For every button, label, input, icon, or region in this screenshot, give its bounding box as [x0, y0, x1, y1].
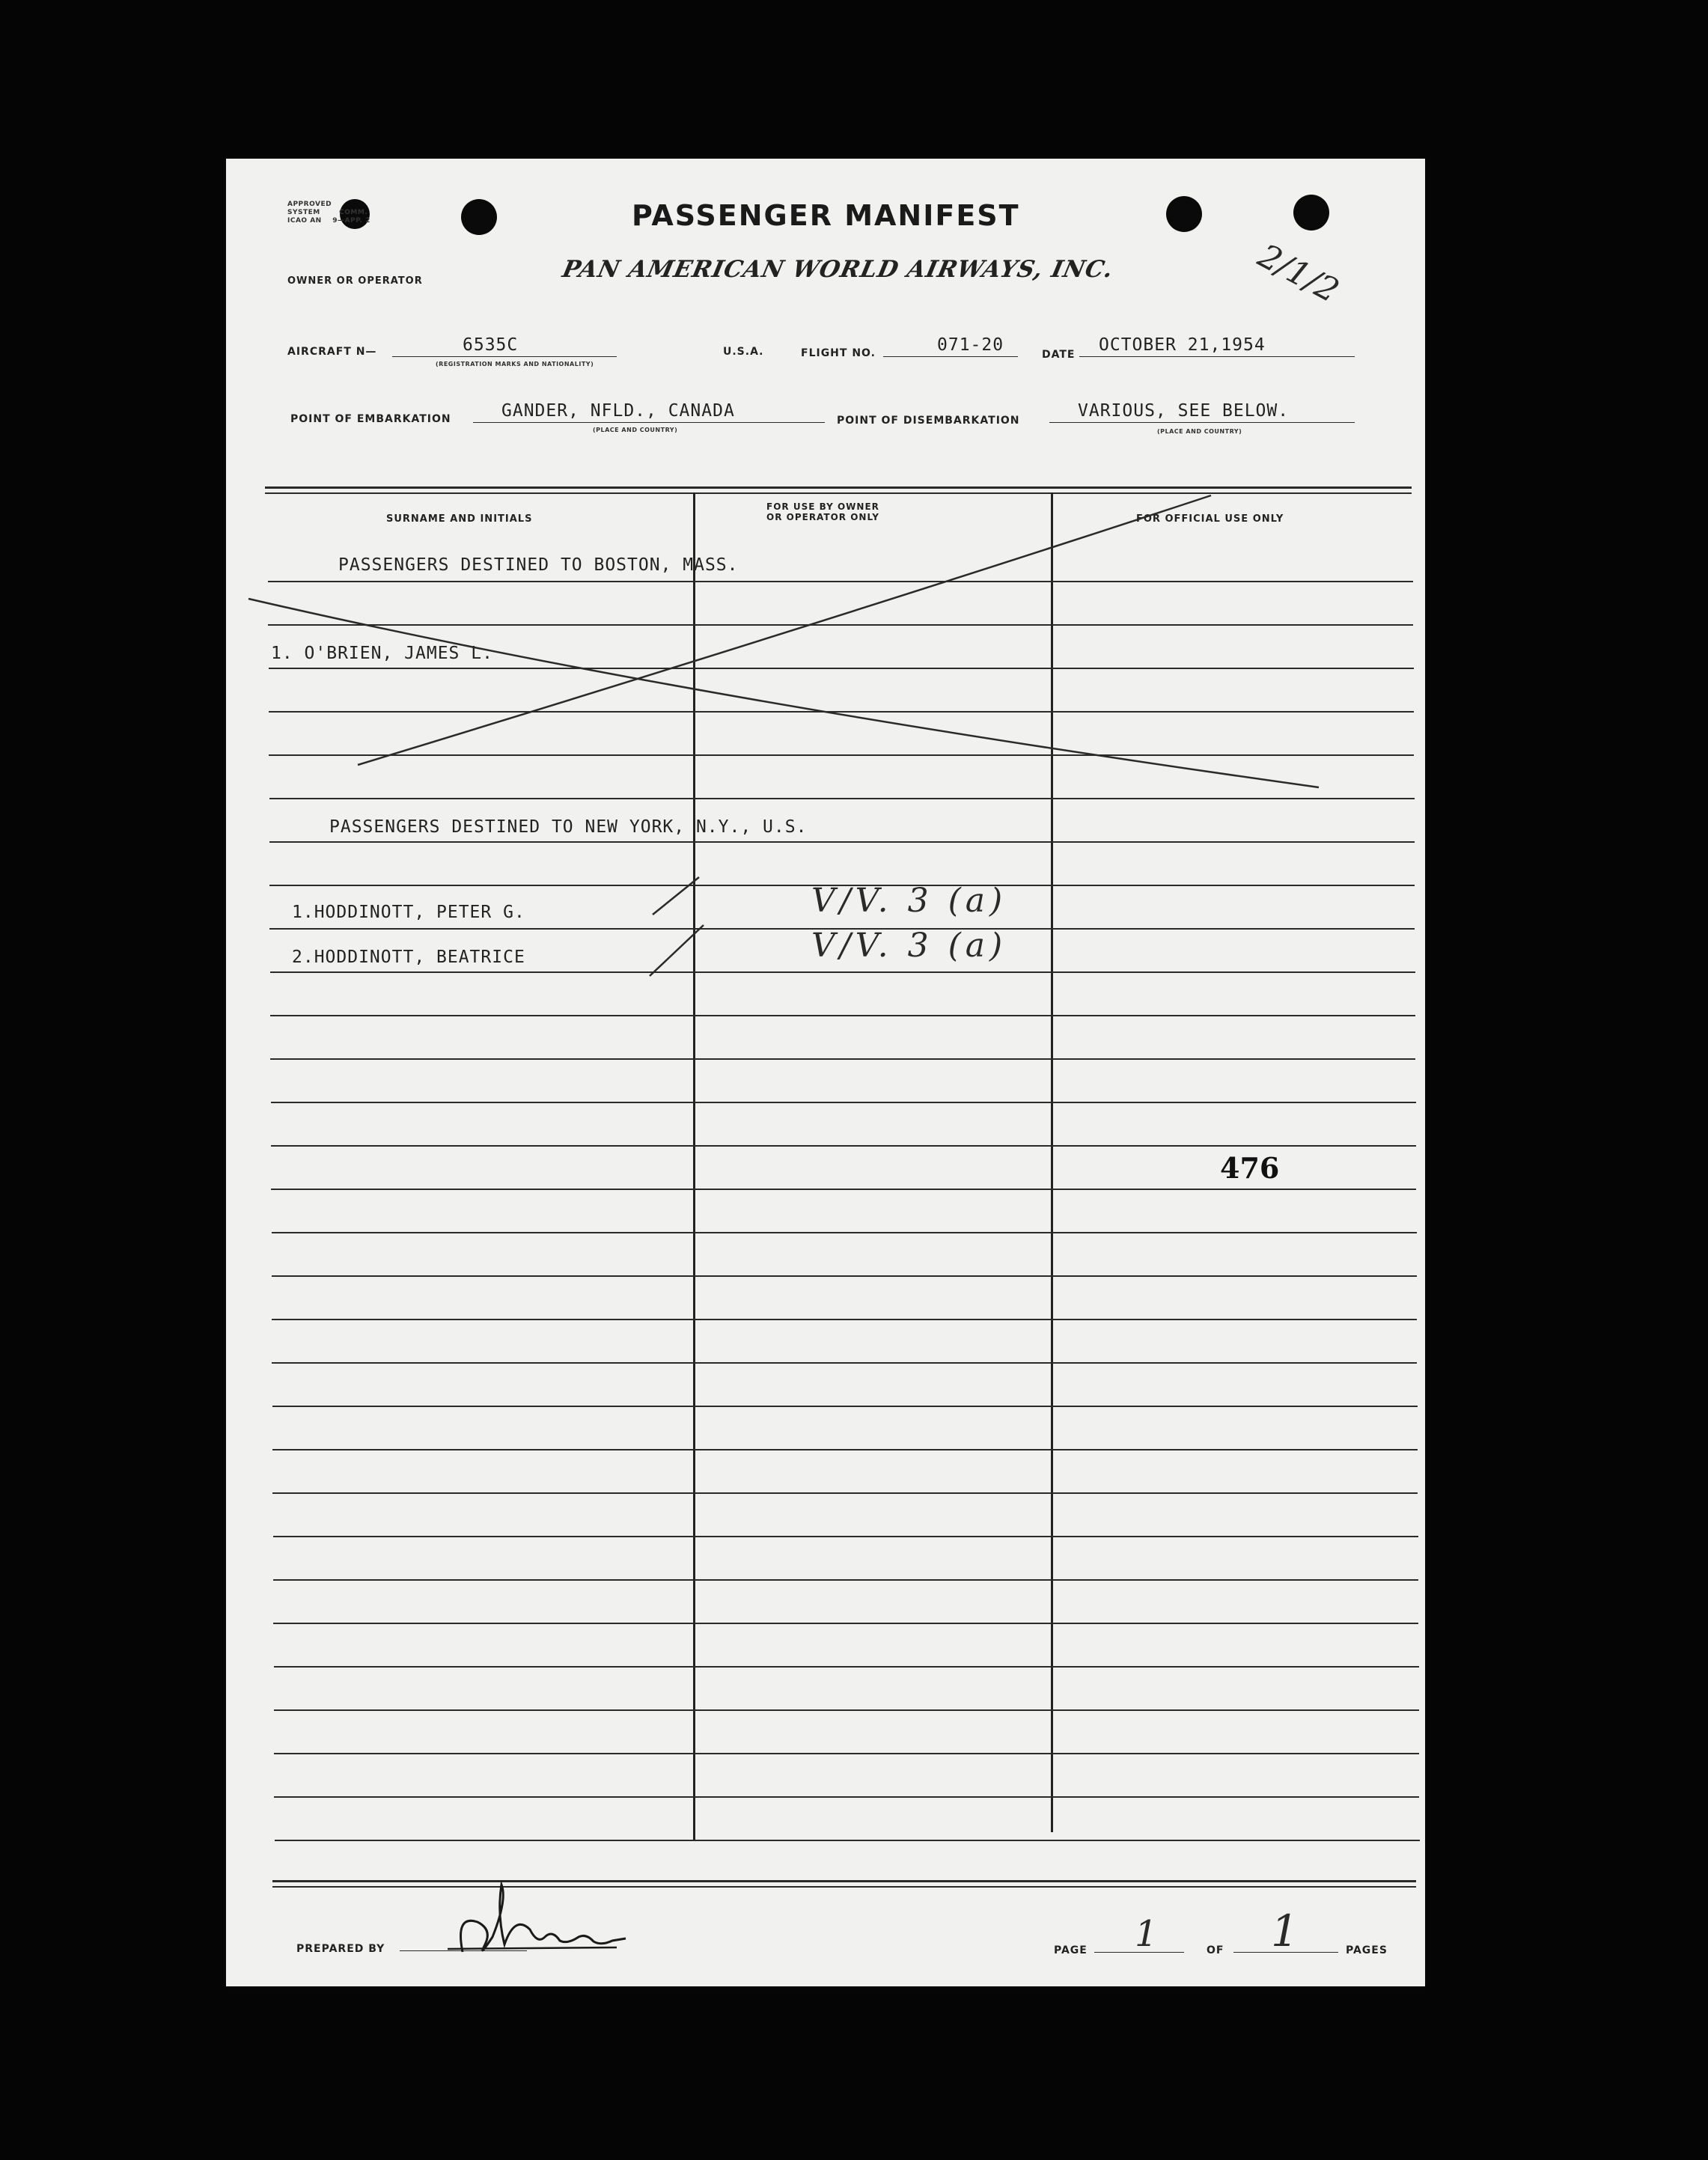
date-value: OCTOBER 21,1954 — [1099, 335, 1266, 355]
manifest-sheet — [226, 159, 1425, 1986]
place-caption-embarkation: (PLACE AND COUNTRY) — [593, 427, 678, 433]
ruled-line — [274, 1796, 1419, 1798]
of-label: OF — [1207, 1944, 1224, 1956]
ruled-line — [272, 1406, 1418, 1407]
ruled-line — [269, 841, 1415, 843]
ruled-line — [271, 1102, 1416, 1103]
passenger-row: 1.HODDINOTT, PETER G. — [292, 903, 525, 922]
flight-label: FLIGHT NO. — [801, 347, 876, 359]
handwritten-note: V/V. 3 (a) — [811, 927, 1007, 965]
aircraft-label: AIRCRAFT N— — [287, 346, 377, 358]
page-label: PAGE — [1054, 1944, 1088, 1956]
ruled-line — [270, 971, 1415, 973]
aircraft-value: 6535C — [463, 335, 519, 355]
official-number-stamp: 476 — [1220, 1151, 1280, 1185]
column-header-owner: FOR USE BY OWNER OR OPERATOR ONLY — [766, 501, 879, 522]
corner-handwritten-note: 2/1/2 — [1251, 237, 1345, 311]
group-heading-boston: PASSENGERS DESTINED TO BOSTON, MASS. — [338, 555, 739, 575]
company-name: PAN AMERICAN WORLD AIRWAYS, INC. — [560, 256, 1116, 283]
ruled-line — [274, 1666, 1419, 1668]
ruled-line — [273, 1536, 1418, 1537]
flight-value: 071-20 — [937, 335, 1004, 355]
passenger-row: 2.HODDINOTT, BEATRICE — [292, 948, 525, 967]
of-value: 1 — [1271, 1906, 1299, 1956]
embarkation-value: GANDER, NFLD., CANADA — [501, 401, 735, 421]
owner-label: OWNER OR OPERATOR — [287, 275, 423, 287]
signature — [433, 1870, 642, 1967]
disembarkation-label: POINT OF DISEMBARKATION — [837, 415, 1020, 427]
column-header-names: SURNAME AND INITIALS — [386, 513, 533, 525]
usa-label: U.S.A. — [723, 346, 764, 358]
approval-stamp: APPROVED SYSTEM COMM. ICAO AN 9—APP. 2 — [287, 201, 370, 225]
place-caption-disembarkation: (PLACE AND COUNTRY) — [1157, 428, 1242, 435]
column-header-official: FOR OFFICIAL USE ONLY — [1136, 513, 1284, 525]
ruled-line — [272, 1319, 1417, 1320]
ruled-line — [271, 1189, 1416, 1190]
ruled-line — [270, 1058, 1415, 1060]
disembarkation-value: VARIOUS, SEE BELOW. — [1078, 401, 1290, 421]
registration-caption: (REGISTRATION MARKS AND NATIONALITY) — [436, 361, 594, 367]
ruled-line — [272, 1492, 1418, 1494]
ruled-line — [274, 1709, 1419, 1711]
handwritten-note: V/V. 3 (a) — [811, 882, 1007, 920]
prepared-by-label: PREPARED BY — [296, 1943, 385, 1955]
group-heading-newyork: PASSENGERS DESTINED TO NEW YORK, N.Y., U.S. — [329, 817, 808, 837]
ruled-line — [272, 1232, 1417, 1233]
page-title: PASSENGER MANIFEST — [632, 199, 1020, 232]
ruled-line — [271, 1145, 1416, 1147]
date-label: DATE — [1042, 349, 1076, 361]
ruled-line — [272, 1362, 1417, 1364]
page-value: 1 — [1135, 1913, 1158, 1955]
ruled-line — [273, 1623, 1418, 1624]
passenger-row: 1. O'BRIEN, JAMES L. — [271, 644, 493, 663]
check-mark — [645, 870, 735, 989]
ruled-line — [273, 1579, 1418, 1581]
ruled-line — [275, 1840, 1420, 1841]
ruled-line — [274, 1753, 1419, 1754]
pages-label: PAGES — [1346, 1944, 1388, 1956]
ruled-line — [272, 1449, 1418, 1450]
ruled-line — [272, 1275, 1417, 1277]
strike-through-mark — [226, 159, 1425, 832]
embarkation-label: POINT OF EMBARKATION — [290, 413, 451, 425]
ruled-line — [270, 1015, 1415, 1016]
